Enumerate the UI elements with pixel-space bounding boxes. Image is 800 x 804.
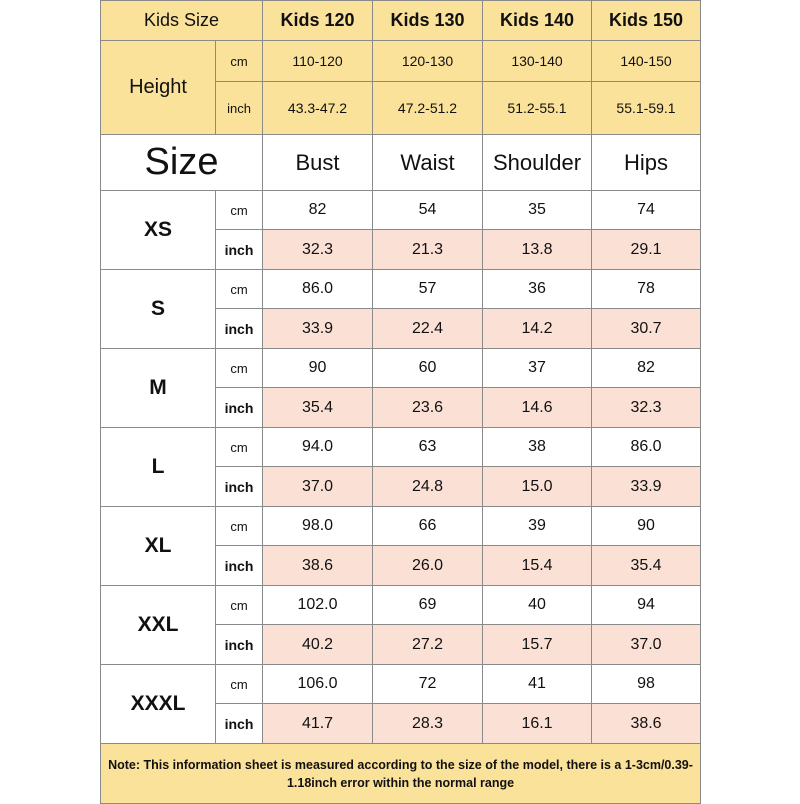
kids-size-cell: Kids 120	[263, 1, 373, 41]
height-value: 140-150	[592, 41, 701, 82]
measure-cm-value: 94	[592, 586, 701, 625]
measure-cm-value: 94.0	[263, 428, 373, 467]
unit-label: cm	[216, 586, 263, 625]
size-label: XXL	[101, 586, 216, 665]
measure-inch-value: 28.3	[373, 704, 483, 744]
note-text: Note: This information sheet is measured according to the size of the model, there is a 1-3cm/0.39-1.18inch error within the normal range	[101, 744, 701, 804]
measure-cm-value: 69	[373, 586, 483, 625]
unit-label: inch	[216, 82, 263, 135]
size-rows	[101, 191, 701, 744]
measure-cm-value: 35	[483, 191, 592, 230]
measure-inch-value: 27.2	[373, 625, 483, 665]
measure-cm-value: 72	[373, 665, 483, 704]
height-value: 51.2-55.1	[483, 82, 592, 135]
size-label: XL	[101, 507, 216, 586]
size-row-cm	[101, 428, 701, 467]
unit-label: cm	[216, 270, 263, 309]
measure-inch-value: 15.4	[483, 546, 592, 586]
measure-inch-value: 15.0	[483, 467, 592, 507]
measure-inch-value: 23.6	[373, 388, 483, 428]
height-value: 130-140	[483, 41, 592, 82]
size-row-cm	[101, 507, 701, 546]
column-header-bust: Bust	[263, 135, 373, 191]
measure-cm-value: 36	[483, 270, 592, 309]
size-label: XS	[101, 191, 216, 270]
unit-label: inch	[216, 309, 263, 349]
size-heading: Size	[101, 135, 263, 191]
column-header-hips: Hips	[592, 135, 701, 191]
measure-cm-value: 66	[373, 507, 483, 546]
measure-cm-value: 98.0	[263, 507, 373, 546]
size-label: L	[101, 428, 216, 507]
height-value: 47.2-51.2	[373, 82, 483, 135]
unit-label: cm	[216, 665, 263, 704]
measure-cm-value: 40	[483, 586, 592, 625]
measure-inch-value: 38.6	[263, 546, 373, 586]
measure-cm-value: 90	[263, 349, 373, 388]
measure-inch-value: 40.2	[263, 625, 373, 665]
unit-label: cm	[216, 191, 263, 230]
height-value: 110-120	[263, 41, 373, 82]
height-value: 55.1-59.1	[592, 82, 701, 135]
measure-inch-value: 35.4	[263, 388, 373, 428]
size-row-cm	[101, 586, 701, 625]
measure-cm-value: 86.0	[263, 270, 373, 309]
measure-cm-value: 86.0	[592, 428, 701, 467]
column-header-waist: Waist	[373, 135, 483, 191]
measure-cm-value: 38	[483, 428, 592, 467]
height-label: Height	[101, 41, 216, 135]
measure-inch-value: 37.0	[592, 625, 701, 665]
measure-inch-value: 30.7	[592, 309, 701, 349]
measure-cm-value: 74	[592, 191, 701, 230]
measure-cm-value: 37	[483, 349, 592, 388]
unit-label: inch	[216, 546, 263, 586]
measure-inch-value: 14.6	[483, 388, 592, 428]
measure-inch-value: 14.2	[483, 309, 592, 349]
measure-inch-value: 26.0	[373, 546, 483, 586]
unit-label: inch	[216, 704, 263, 744]
measure-inch-value: 32.3	[263, 230, 373, 270]
unit-label: cm	[216, 428, 263, 467]
measure-cm-value: 82	[592, 349, 701, 388]
size-row-cm	[101, 270, 701, 309]
measure-cm-value: 63	[373, 428, 483, 467]
kids-size-label: Kids Size	[101, 1, 263, 41]
height-value: 43.3-47.2	[263, 82, 373, 135]
measure-header-row	[101, 135, 701, 191]
measure-inch-value: 32.3	[592, 388, 701, 428]
measure-inch-value: 33.9	[592, 467, 701, 507]
size-label: S	[101, 270, 216, 349]
measure-inch-value: 22.4	[373, 309, 483, 349]
kids-size-cell: Kids 150	[592, 1, 701, 41]
measure-cm-value: 102.0	[263, 586, 373, 625]
measure-cm-value: 60	[373, 349, 483, 388]
measure-cm-value: 57	[373, 270, 483, 309]
measure-cm-value: 39	[483, 507, 592, 546]
size-chart-table	[100, 0, 701, 804]
column-header-shoulder: Shoulder	[483, 135, 592, 191]
height-cm-row	[101, 41, 701, 82]
measure-inch-value: 35.4	[592, 546, 701, 586]
measure-cm-value: 90	[592, 507, 701, 546]
measure-cm-value: 106.0	[263, 665, 373, 704]
unit-label: cm	[216, 507, 263, 546]
measure-cm-value: 54	[373, 191, 483, 230]
unit-label: inch	[216, 625, 263, 665]
size-label: M	[101, 349, 216, 428]
measure-inch-value: 29.1	[592, 230, 701, 270]
measure-inch-value: 41.7	[263, 704, 373, 744]
measure-inch-value: 37.0	[263, 467, 373, 507]
measure-inch-value: 15.7	[483, 625, 592, 665]
note-row	[101, 744, 701, 804]
unit-label: cm	[216, 349, 263, 388]
kids-size-cell: Kids 140	[483, 1, 592, 41]
measure-cm-value: 98	[592, 665, 701, 704]
size-label: XXXL	[101, 665, 216, 744]
size-row-cm	[101, 191, 701, 230]
kids-size-row	[101, 1, 701, 41]
measure-inch-value: 38.6	[592, 704, 701, 744]
measure-inch-value: 21.3	[373, 230, 483, 270]
size-row-cm	[101, 349, 701, 388]
unit-label: inch	[216, 230, 263, 270]
measure-cm-value: 82	[263, 191, 373, 230]
height-value: 120-130	[373, 41, 483, 82]
measure-cm-value: 78	[592, 270, 701, 309]
unit-label: inch	[216, 467, 263, 507]
measure-inch-value: 24.8	[373, 467, 483, 507]
unit-label: inch	[216, 388, 263, 428]
measure-inch-value: 13.8	[483, 230, 592, 270]
unit-label: cm	[216, 41, 263, 82]
measure-inch-value: 16.1	[483, 704, 592, 744]
measure-cm-value: 41	[483, 665, 592, 704]
measure-inch-value: 33.9	[263, 309, 373, 349]
size-row-cm	[101, 665, 701, 704]
kids-size-cell: Kids 130	[373, 1, 483, 41]
